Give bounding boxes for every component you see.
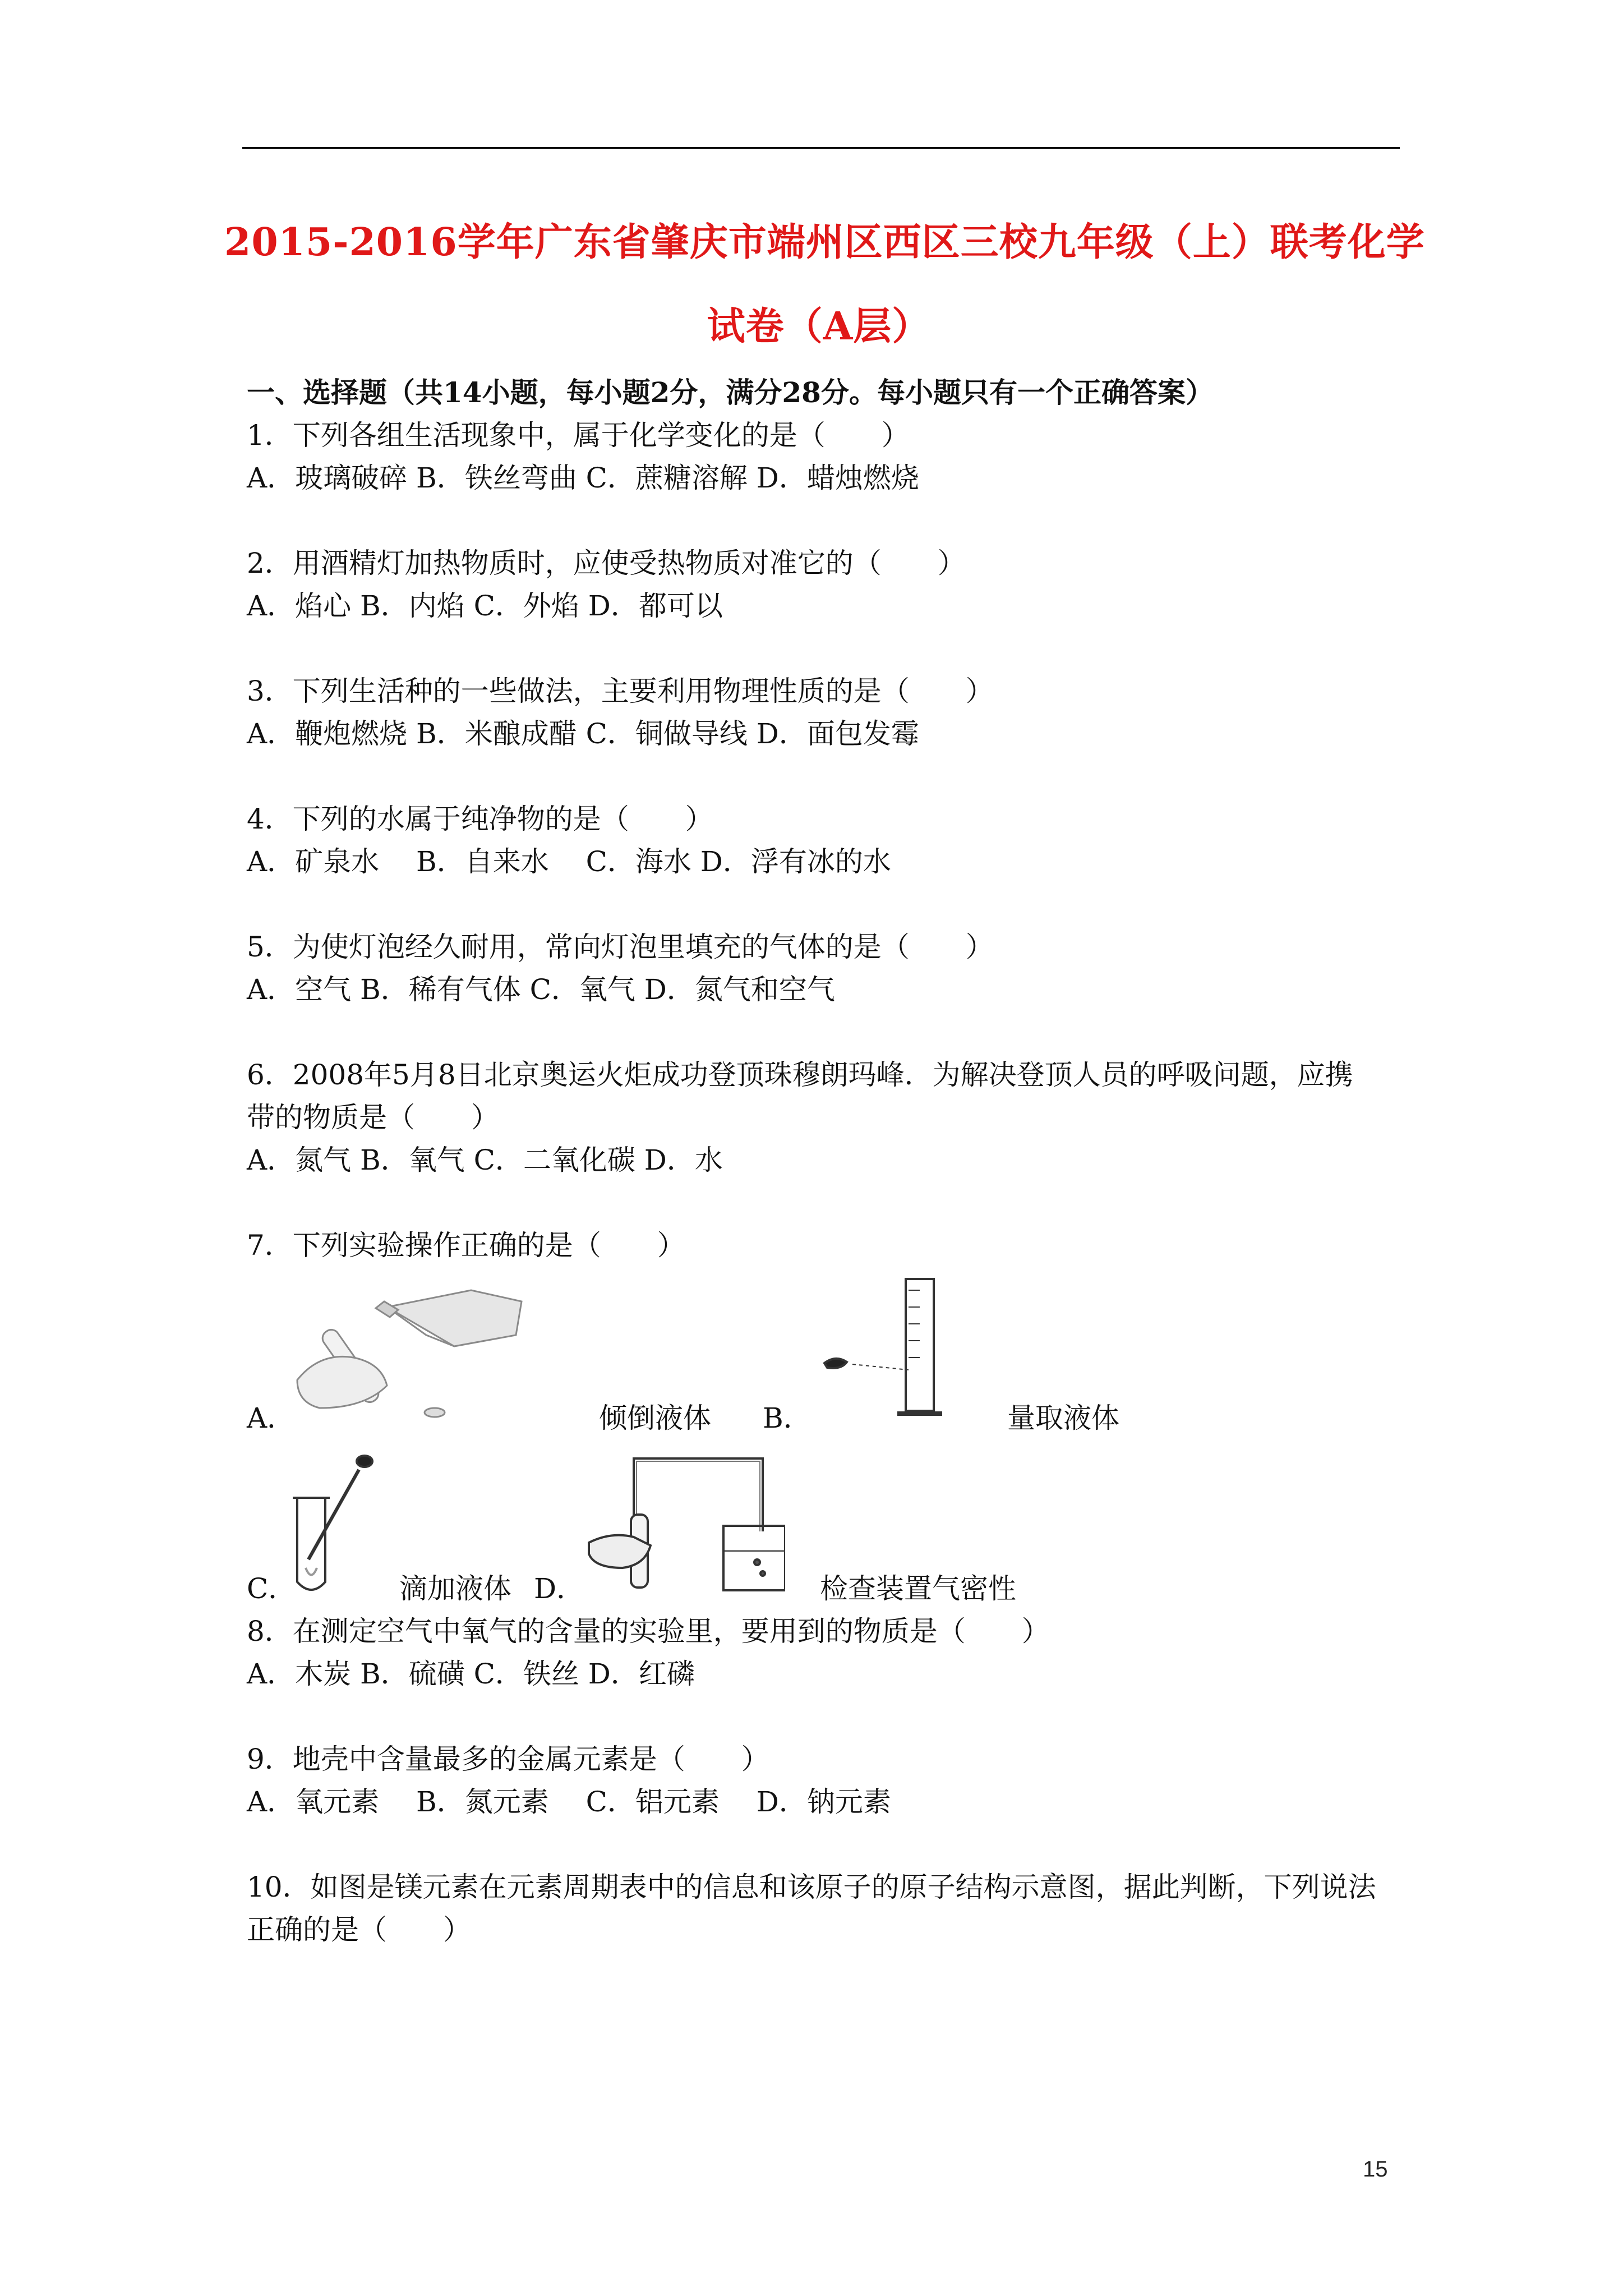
pour-liquid-figure	[286, 1273, 533, 1425]
q7-option-c-letter: C．	[247, 1572, 297, 1605]
page-number: 15	[1363, 2157, 1388, 2182]
q7-option-c-text: 滴加液体	[399, 1572, 511, 1605]
header-rule	[242, 147, 1400, 149]
q8-options: A．木炭 B．硫磺 C．铁丝 D．红磷	[247, 1658, 695, 1690]
measuring-cylinder-figure	[808, 1273, 987, 1425]
q1-stem: 1．下列各组生活现象中，属于化学变化的是（ ）	[247, 419, 910, 452]
q6-stem-line2: 带的物质是（ ）	[247, 1101, 499, 1134]
q7-option-a-text: 倾倒液体	[599, 1402, 711, 1434]
q10-stem-line2: 正确的是（ ）	[247, 1913, 471, 1946]
q8-stem: 8．在测定空气中氧气的含量的实验里，要用到的物质是（ ）	[247, 1615, 1050, 1648]
q9-stem: 9．地壳中含量最多的金属元素是（ ）	[247, 1743, 769, 1775]
q2-stem: 2．用酒精灯加热物质时，应使受热物质对准它的（ ）	[247, 547, 966, 579]
q6-stem-line1: 6．2008年5月8日北京奥运火炬成功登顶珠穆朗玛峰．为解决登顶人员的呼吸问题，应携	[247, 1059, 1353, 1091]
q4-options: A．矿泉水 B．自来水 C．海水 D．浮有冰的水	[247, 845, 891, 878]
q5-stem: 5．为使灯泡经久耐用，常向灯泡里填充的气体的是（ ）	[247, 931, 994, 963]
section-heading: 一、选择题（共14小题，每小题2分，满分28分。每小题只有一个正确答案）	[247, 376, 1214, 409]
q7-stem: 7．下列实验操作正确的是（ ）	[247, 1229, 685, 1262]
q2-options: A．焰心 B．内焰 C．外焰 D．都可以	[247, 590, 723, 622]
dropper-test-tube-figure	[286, 1447, 381, 1599]
q9-options: A．氧元素 B．氮元素 C．铝元素 D．钠元素	[247, 1786, 891, 1818]
airtightness-check-figure	[578, 1447, 785, 1599]
q7-option-d-text: 检查装置气密性	[820, 1572, 1016, 1605]
q7-option-b-text: 量取液体	[1007, 1402, 1119, 1434]
paper-title-line2: 试卷（A层）	[707, 304, 931, 349]
q3-stem: 3．下列生活种的一些做法，主要利用物理性质的是（ ）	[247, 675, 994, 707]
q10-stem-line1: 10．如图是镁元素在元素周期表中的信息和该原子的原子结构示意图，据此判断，下列说法	[247, 1871, 1376, 1903]
q1-options: A．玻璃破碎 B．铁丝弯曲 C．蔗糖溶解 D．蜡烛燃烧	[247, 462, 919, 494]
q7-option-a-letter: A．	[247, 1402, 296, 1434]
paper-title-line1: 2015-2016学年广东省肇庆市端州区西区三校九年级（上）联考化学	[224, 220, 1425, 265]
q5-options: A．空气 B．稀有气体 C．氧气 D．氮气和空气	[247, 973, 835, 1006]
q7-option-b-letter: B．	[763, 1402, 811, 1434]
q3-options: A．鞭炮燃烧 B．米酿成醋 C．铜做导线 D．面包发霉	[247, 717, 919, 750]
q6-options: A．氮气 B．氧气 C．二氧化碳 D．水	[247, 1144, 723, 1176]
q4-stem: 4．下列的水属于纯净物的是（ ）	[247, 803, 713, 835]
q7-option-d-letter: D．	[534, 1572, 585, 1605]
